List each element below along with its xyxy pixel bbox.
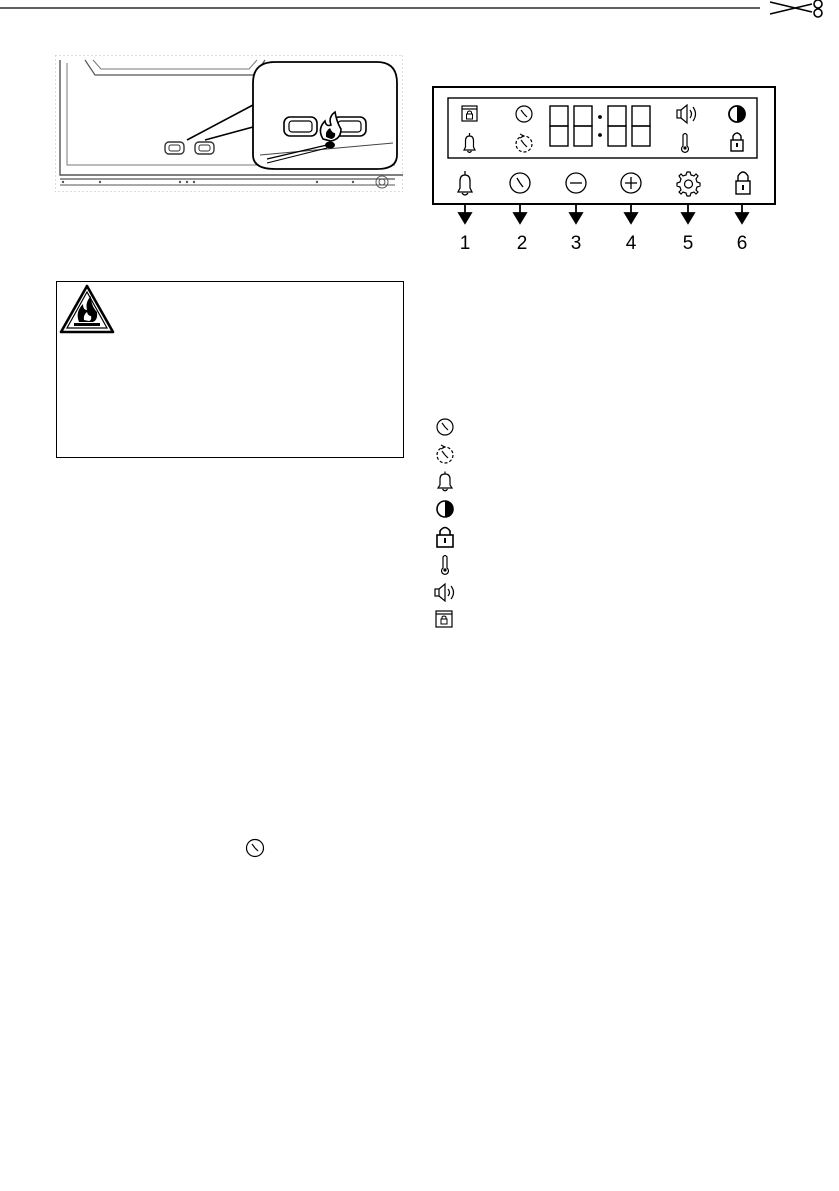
burner-ignition-illustration (55, 55, 403, 192)
padlock-icon (731, 133, 743, 151)
flammable-warning-icon (57, 282, 117, 338)
contrast-icon (729, 106, 745, 122)
door-lock-icon (462, 106, 477, 121)
bell-icon (434, 471, 456, 493)
panel-button-gear[interactable] (677, 172, 700, 196)
sound-icon (434, 581, 456, 603)
control-panel-diagram (432, 86, 776, 256)
countdown-icon (434, 443, 456, 465)
panel-button-padlock[interactable] (736, 172, 750, 194)
button-number-6: 6 (736, 233, 748, 254)
button-number-5: 5 (682, 233, 694, 254)
bell-icon (464, 133, 475, 153)
clock-icon (244, 837, 266, 859)
door-lock-icon (434, 609, 456, 631)
clock-icon (516, 106, 532, 122)
sound-icon (677, 105, 696, 123)
button-number-1: 1 (459, 233, 471, 254)
padlock-icon (434, 526, 456, 548)
countdown-icon (516, 134, 532, 152)
clock-icon (434, 416, 456, 438)
panel-button-clock[interactable] (510, 173, 530, 193)
thermometer-icon (682, 134, 689, 153)
warning-box (56, 281, 404, 458)
panel-button-bell[interactable] (458, 171, 472, 195)
cut-line-scissors-icon (0, 0, 839, 30)
button-number-4: 4 (625, 233, 637, 254)
contrast-icon (434, 498, 456, 520)
display-digits (550, 106, 650, 146)
panel-button-minus[interactable] (566, 173, 586, 193)
button-number-3: 3 (570, 233, 582, 254)
button-number-2: 2 (516, 233, 528, 254)
thermometer-icon (434, 554, 456, 576)
panel-button-plus[interactable] (621, 173, 641, 193)
